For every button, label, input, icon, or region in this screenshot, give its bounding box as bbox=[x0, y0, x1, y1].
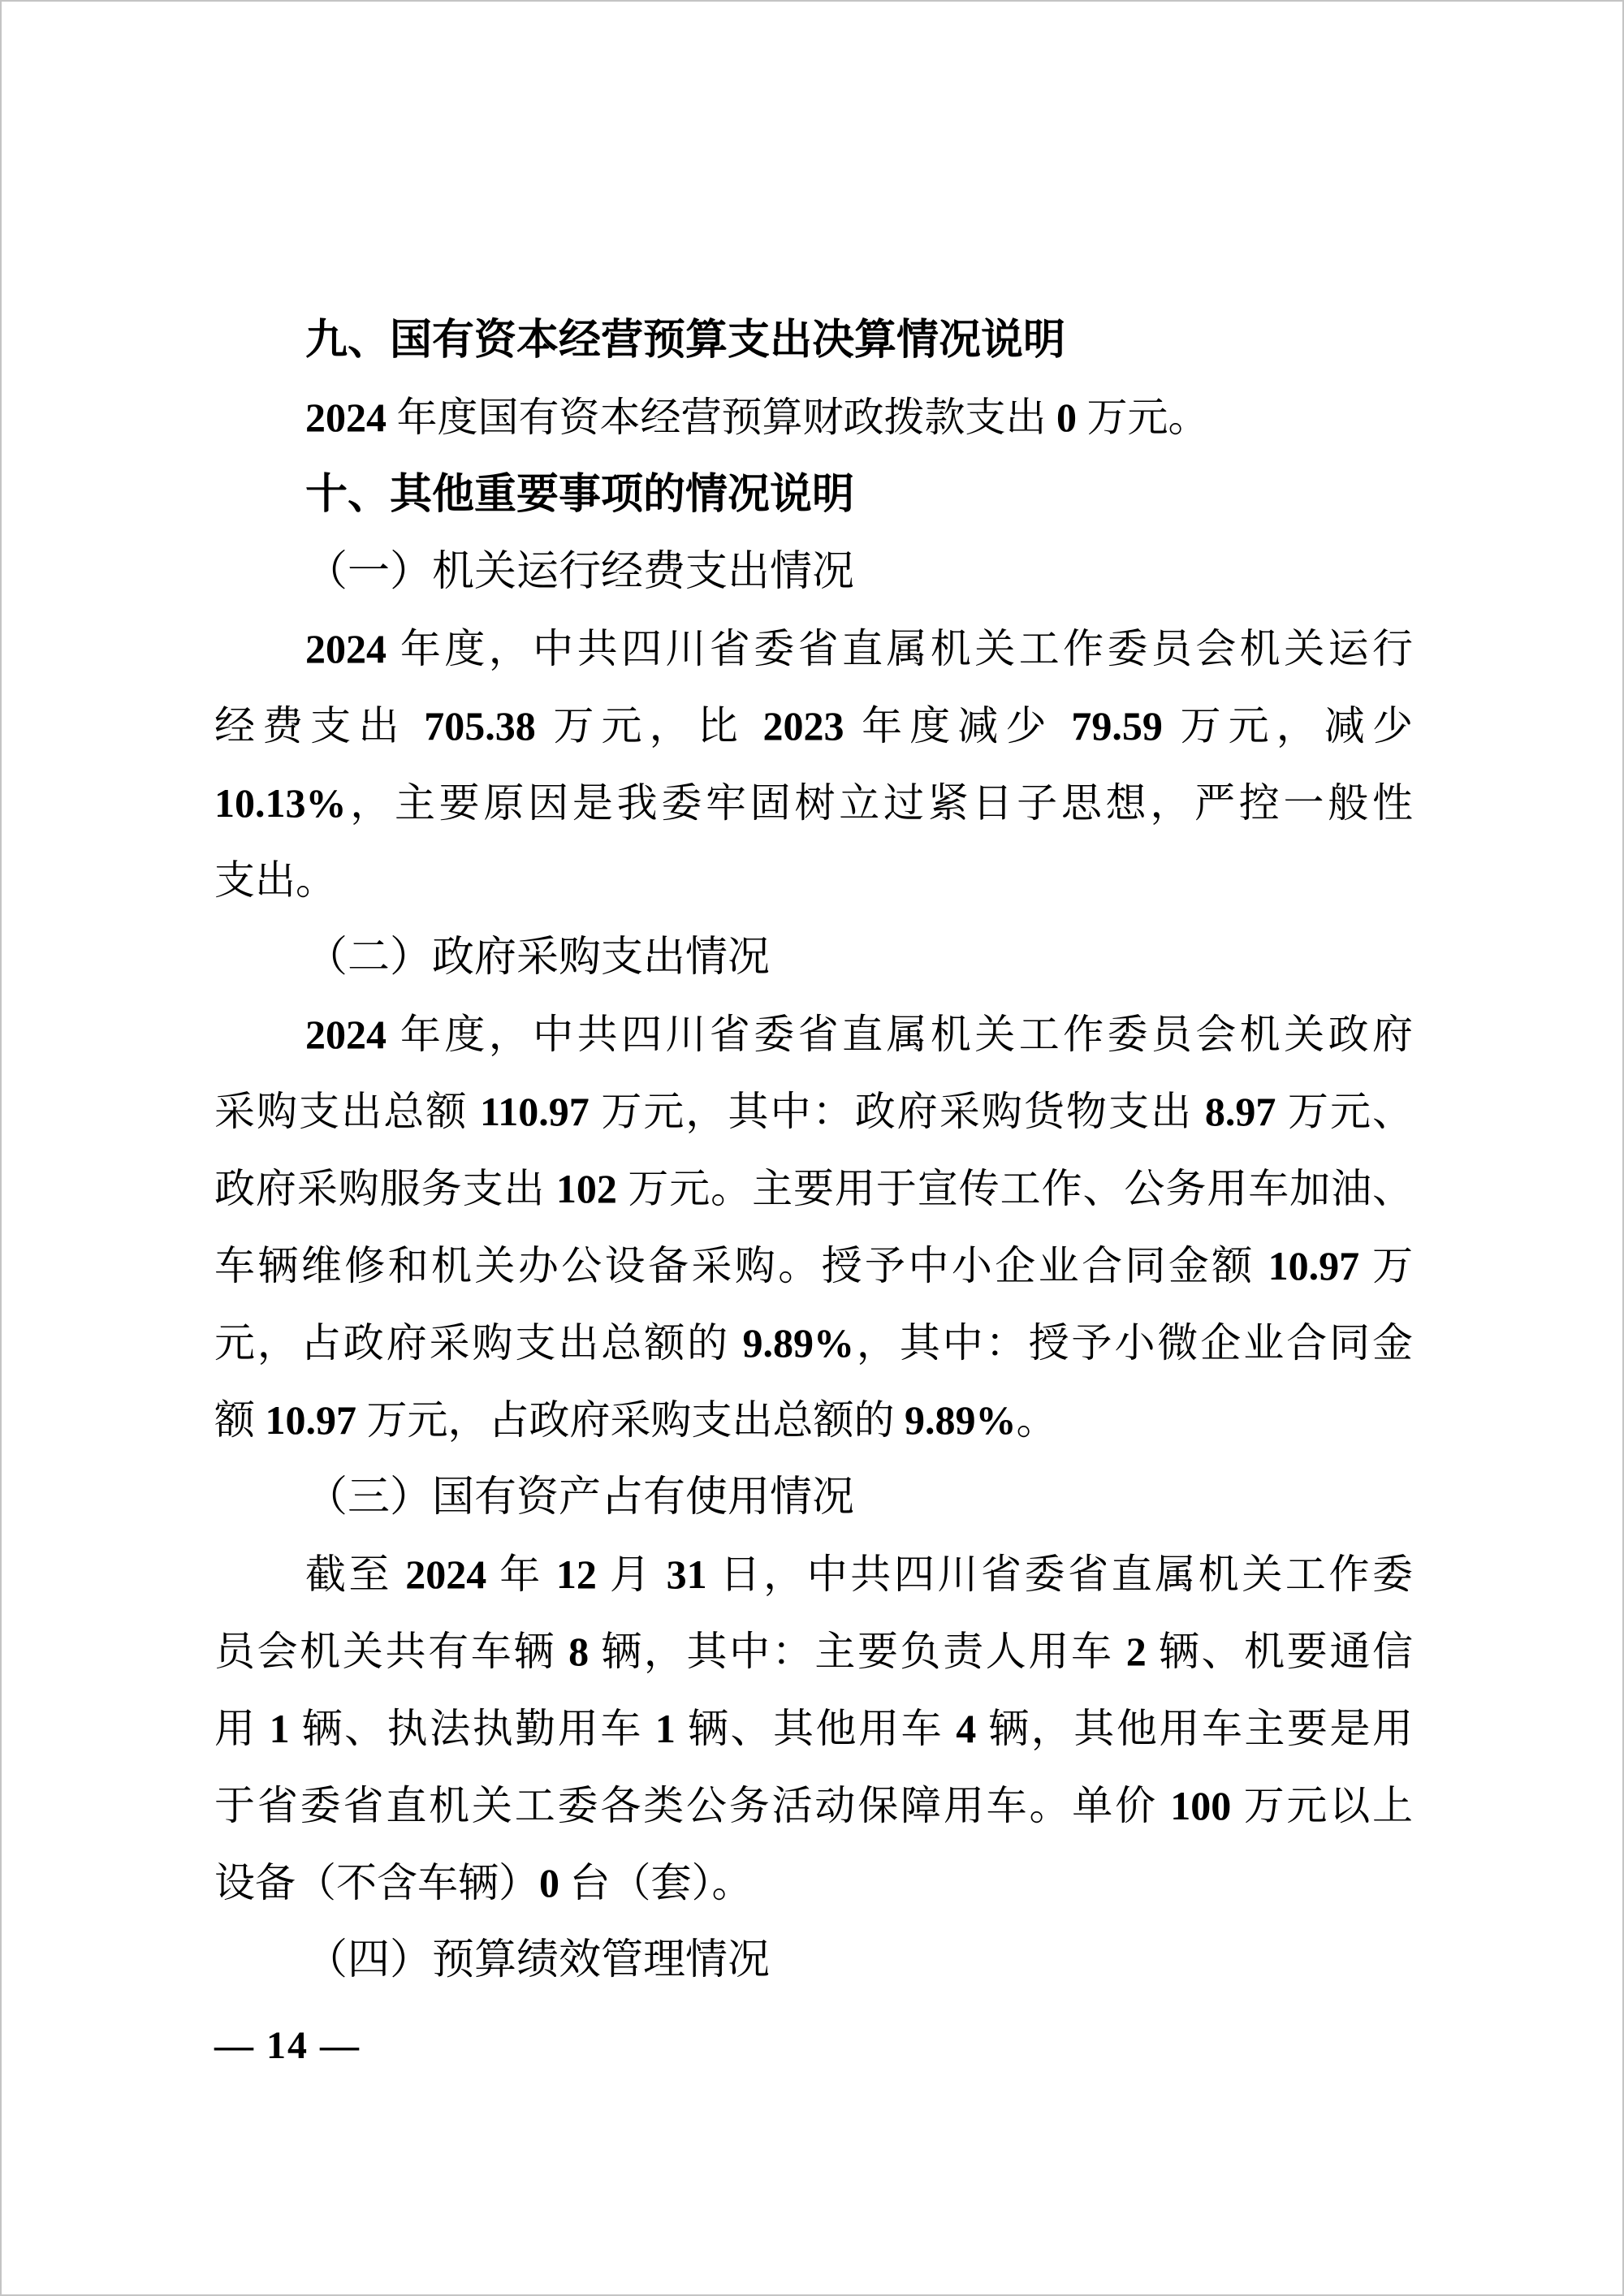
text-run: 车辆维修和机关办公设备采购。授予中小企业合同金额 bbox=[214, 1243, 1268, 1288]
text-run: 万元。 bbox=[1077, 395, 1209, 440]
number-run: 110.97 bbox=[479, 1089, 590, 1134]
number-run: 8 bbox=[568, 1629, 590, 1674]
text-run: 经费支出 bbox=[214, 703, 425, 749]
subheading-state-assets bbox=[214, 1459, 1413, 1536]
text-run: 月 bbox=[596, 1552, 667, 1597]
text-run: 年度，中共四川省委省直属机关工作委员会机关运行 bbox=[387, 626, 1413, 671]
text-run: 采购支出总额 bbox=[214, 1089, 480, 1134]
text-run: 额 bbox=[214, 1397, 266, 1443]
para-operating-expenses-line-2 bbox=[214, 688, 1413, 765]
number-run: 2 bbox=[1125, 1629, 1147, 1674]
number-run: 0 bbox=[1056, 395, 1077, 440]
text-run: 万元以上 bbox=[1231, 1783, 1414, 1828]
text-run: 元，占政府采购支出总额的 bbox=[214, 1320, 743, 1366]
number-run: 100 bbox=[1170, 1783, 1232, 1828]
text-run: 年度减少 bbox=[844, 703, 1072, 749]
subheading-text: （二）政府采购支出情况 bbox=[305, 934, 771, 981]
text-run: 用 bbox=[214, 1706, 270, 1751]
para-state-assets-line-4 bbox=[214, 1767, 1413, 1845]
text-run: 辆、其他用车 bbox=[675, 1706, 957, 1751]
number-run: 4 bbox=[956, 1706, 977, 1751]
number-run: 0 bbox=[539, 1860, 559, 1905]
number-run: 10.97 bbox=[265, 1397, 356, 1443]
number-run: 10.13% bbox=[214, 780, 347, 826]
heading-text: 十、其他重要事项的情况说明 bbox=[305, 471, 855, 518]
number-run: 79.59 bbox=[1071, 703, 1163, 749]
number-run: 9.89% bbox=[905, 1397, 1017, 1443]
text-run: 万元。主要用于宣传工作、公务用车加油、 bbox=[616, 1166, 1414, 1211]
text-run: 万元，占政府采购支出总额的 bbox=[356, 1397, 905, 1443]
number-run: 2024 bbox=[405, 1552, 487, 1597]
number-run: 2023 bbox=[762, 703, 844, 749]
text-run: 辆，其中：主要负责人用车 bbox=[589, 1629, 1126, 1674]
number-run: 102 bbox=[555, 1166, 617, 1211]
number-run: 12 bbox=[555, 1552, 597, 1597]
text-run: 截至 bbox=[305, 1552, 406, 1597]
text-run: ，其中：授予小微企业合同金 bbox=[854, 1320, 1413, 1366]
text-run: 政府采购服务支出 bbox=[214, 1166, 556, 1211]
subheading-text: （一）机关运行经费支出情况 bbox=[305, 549, 855, 595]
text-run: 年 bbox=[486, 1552, 556, 1597]
para-procurement-line-1 bbox=[214, 996, 1413, 1073]
number-run: 2024 bbox=[305, 1012, 387, 1057]
subheading-text: （三）国有资产占有使用情况 bbox=[305, 1474, 855, 1521]
para-procurement-line-5 bbox=[214, 1305, 1413, 1382]
para-state-assets-line-1 bbox=[214, 1536, 1413, 1613]
heading-section-ten bbox=[214, 456, 1413, 533]
page-number: — 14 — bbox=[214, 2024, 361, 2067]
text-run: 。 bbox=[1016, 1397, 1057, 1443]
text-run: 辆、机要通信 bbox=[1146, 1629, 1414, 1674]
number-run: 8.97 bbox=[1204, 1089, 1276, 1134]
para-procurement-line-2 bbox=[214, 1073, 1413, 1150]
number-run: 1 bbox=[269, 1706, 290, 1751]
subheading-text: （四）预算绩效管理情况 bbox=[305, 1937, 771, 1983]
text-run: 于省委省直机关工委各类公务活动保障用车。单价 bbox=[214, 1783, 1171, 1828]
para-procurement-line-4 bbox=[214, 1228, 1413, 1305]
para-state-assets-line-2 bbox=[214, 1613, 1413, 1690]
document-body bbox=[214, 302, 1413, 1999]
para-state-assets-line-5 bbox=[214, 1845, 1413, 1922]
text-run: 万元，减少 bbox=[1162, 703, 1414, 749]
para-state-capital-expenditure bbox=[214, 379, 1413, 456]
para-operating-expenses-line-4 bbox=[214, 842, 1413, 919]
number-run: 9.89% bbox=[742, 1320, 854, 1366]
text-run: 员会机关共有车辆 bbox=[214, 1629, 569, 1674]
text-run: 万 bbox=[1359, 1243, 1414, 1288]
number-run: 2024 bbox=[305, 626, 387, 671]
number-run: 705.38 bbox=[424, 703, 536, 749]
text-run: 辆、执法执勤用车 bbox=[289, 1706, 655, 1751]
subheading-agency-operating-expenses bbox=[214, 533, 1413, 611]
number-run: 1 bbox=[654, 1706, 676, 1751]
text-run: 万元，比 bbox=[535, 703, 763, 749]
number-run: 31 bbox=[666, 1552, 707, 1597]
text-run: 万元、 bbox=[1276, 1089, 1414, 1134]
para-procurement-line-6 bbox=[214, 1382, 1413, 1459]
subheading-government-procurement bbox=[214, 919, 1413, 996]
para-operating-expenses-line-1 bbox=[214, 611, 1413, 688]
number-run: 10.97 bbox=[1268, 1243, 1360, 1288]
heading-section-nine bbox=[214, 302, 1413, 379]
text-run: 年度国有资本经营预算财政拨款支出 bbox=[387, 395, 1056, 440]
number-run: 2024 bbox=[305, 395, 387, 440]
text-run: 辆，其他用车主要是用 bbox=[976, 1706, 1414, 1751]
heading-text: 九、国有资本经营预算支出决算情况说明 bbox=[305, 317, 1066, 364]
text-run: 台（套）。 bbox=[559, 1860, 753, 1905]
text-run: 年度，中共四川省委省直属机关工作委员会机关政府 bbox=[387, 1012, 1413, 1057]
para-procurement-line-3 bbox=[214, 1150, 1413, 1228]
text-run: 支出。 bbox=[214, 857, 336, 903]
text-run: 设备（不含车辆） bbox=[214, 1860, 539, 1905]
text-run: 万元，其中：政府采购货物支出 bbox=[589, 1089, 1205, 1134]
subheading-budget-performance bbox=[214, 1922, 1413, 1999]
text-run: 日，中共四川省委省直属机关工作委 bbox=[706, 1552, 1414, 1597]
text-run: ，主要原因是我委牢固树立过紧日子思想，严控一般性 bbox=[346, 780, 1413, 826]
para-operating-expenses-line-3 bbox=[214, 765, 1413, 842]
para-state-assets-line-3 bbox=[214, 1690, 1413, 1767]
